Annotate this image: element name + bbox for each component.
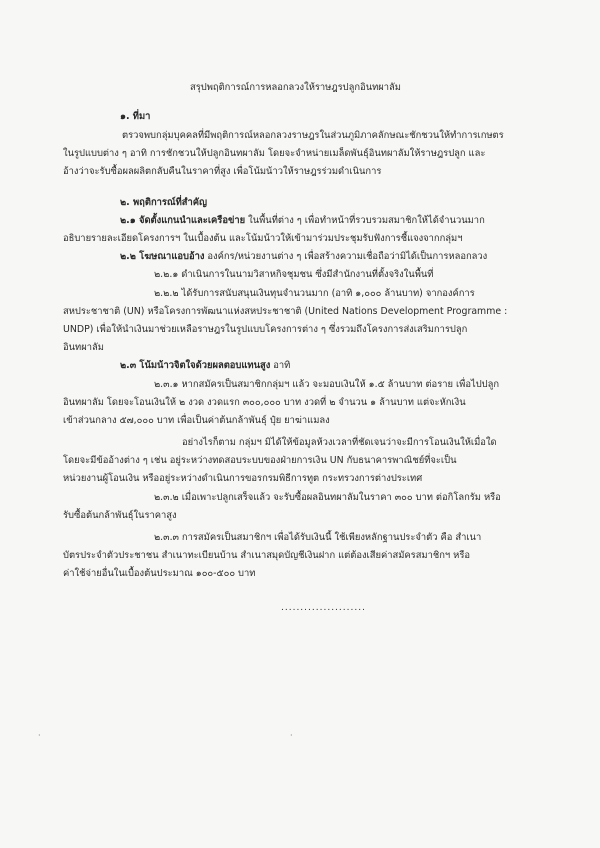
para-2-2-lead: ๒.๒ โฆษณาแอบอ้าง (120, 251, 205, 262)
para-2-2-rest: องค์กร/หน่วยงานต่าง ๆ เพื่อสร้างความเชื่อถือว่ามิได้เป็นการหลอกลวง (204, 251, 488, 262)
section-1-line-2: ในรูปแบบต่าง ๆ อาทิ การชักชวนให้ปลูกอินทผาลัม โดยจะจำหน่ายเมล็ดพันธุ์อินทผาลัมให้ราษฎรปลูก และ (63, 148, 486, 159)
document-title: สรุปพฤติการณ์การหลอกลวงให้ราษฎรปลูกอินทผาลัม (190, 82, 401, 93)
para-2-1-line-2: อธิบายรายละเอียดโครงการฯ ในเบื้องต้น และโน้มน้าวให้เข้ามาร่วมประชุมรับฟังการชี้แจงจากกลุ่มฯ (63, 233, 463, 244)
punch-hole-mark-center: · (290, 731, 293, 740)
para-2-1-lead: ๒.๑ จัดตั้งแกนนำและเครือข่าย (120, 215, 246, 226)
however-line-3: หน่วยงานผู้โอนเงิน หรืออยู่ระหว่างดำเนินการขอรกรมพิธีการทูต กระทรวงการต่างประเทศ (63, 473, 423, 484)
para-2-3-1-line-2: อินทผาลัม โดยจะโอนเงินให้ ๒ งวด งวดแรก ๓๐๐,๐๐๐ บาท งวดที่ ๒ จำนวน ๑ ล้านบาท แต่จะหักเงิน (63, 397, 466, 408)
para-2-2-2-line-2: สหประชาชาติ (UN) หรือโครงการพัฒนาแห่งสหประชาชาติ (United Nations Development Programme : (63, 306, 508, 317)
para-2-3-line-1 (120, 359, 290, 372)
para-2-1-rest: ในพื้นที่ต่าง ๆ เพื่อทำหน้าที่รวบรวมสมาชิกให้ได้จำนวนมาก (245, 215, 485, 226)
para-2-2-line-1 (120, 250, 487, 263)
para-2-2-2-line-1: ๒.๒.๒ ได้รับการสนับสนุนเงินทุนจำนวนมาก (อาทิ ๑,๐๐๐ ล้านบาท) จากองค์การ (154, 288, 475, 299)
end-of-document-dots: ...................... (281, 603, 366, 613)
para-2-3-1-line-3: เข้าส่วนกลาง ๕๗,๐๐๐ บาท เพื่อเป็นค่าต้นกล้าพันธุ์ ปุ๋ย ยาฆ่าแมลง (63, 415, 330, 426)
para-2-2-2-line-4: อินทผาลัม (63, 342, 104, 353)
section-2-heading: ๒. พฤติการณ์ที่สำคัญ (120, 197, 208, 208)
para-2-2-2-line-3: UNDP) เพื่อให้นำเงินมาช่วยเหลือราษฎรในรูปแบบโครงการต่าง ๆ ซึ่งรวมถึงโครงการส่งเสริมการปลูก (63, 324, 468, 335)
para-2-2-1: ๒.๒.๑ ดำเนินการในนามวิสาหกิจชุมชน ซึ่งมีสำนักงานที่ตั้งจริงในพื้นที่ (154, 269, 434, 280)
section-1-heading: ๑. ที่มา (120, 111, 151, 122)
para-2-3-2-line-1: ๒.๓.๒ เมื่อเพาะปลูกเสร็จแล้ว จะรับซื้อผลอินทผาลัมในราคา ๓๐๐ บาท ต่อกิโลกรัม หรือ (154, 492, 501, 503)
punch-hole-mark-left: · (38, 731, 41, 740)
section-1-line-3: อ้างว่าจะรับซื้อผลผลิตกลับคืนในราคาที่สูง เพื่อโน้มน้าวให้ราษฎรร่วมดำเนินการ (63, 166, 382, 177)
section-1-line-1: ตรวจพบกลุ่มบุคคลที่มีพฤติการณ์หลอกลวงราษฎรในส่วนภูมิภาคลักษณะชักชวนให้ทำการเกษตร (122, 130, 504, 141)
however-line-2: โดยจะมีข้ออ้างต่าง ๆ เช่น อยู่ระหว่างทดสอบระบบของฝ่ายการเงิน UN กับธนาคารพาณิชย์ที่จะเป็น (63, 455, 457, 466)
para-2-3-2-line-2: รับซื้อต้นกล้าพันธุ์ในราคาสูง (63, 510, 177, 521)
para-2-3-3-line-3: ค่าใช้จ่ายอื่นในเบื้องต้นประมาณ ๑๐๐-๕๐๐ บาท (63, 568, 256, 579)
para-2-3-3-line-1: ๒.๓.๓ การสมัครเป็นสมาชิกฯ เพื่อได้รับเงินนี้ ใช้เพียงหลักฐานประจำตัว คือ สำเนา (154, 532, 482, 543)
para-2-3-lead: ๒.๓ โน้มน้าวจิตใจด้วยผลตอบแทนสูง (120, 360, 271, 371)
para-2-3-1-line-1: ๒.๓.๑ หากสมัครเป็นสมาชิกกลุ่มฯ แล้ว จะมอบเงินให้ ๑.๕ ล้านบาท ต่อราย เพื่อไปปลูก (154, 379, 500, 390)
however-line-1: อย่างไรก็ตาม กลุ่มฯ มิได้ให้ข้อมูลห้วงเวลาที่ชัดเจนว่าจะมีการโอนเงินให้เมื่อใด (182, 437, 497, 448)
para-2-3-3-line-2: บัตรประจำตัวประชาชน สำเนาทะเบียนบ้าน สำเนาสมุดบัญชีเงินฝาก แต่ต้องเสียค่าสมัครสมาชิกฯ หรือ (63, 550, 470, 561)
para-2-1-line-1 (120, 214, 485, 227)
para-2-3-rest: อาทิ (270, 360, 291, 371)
